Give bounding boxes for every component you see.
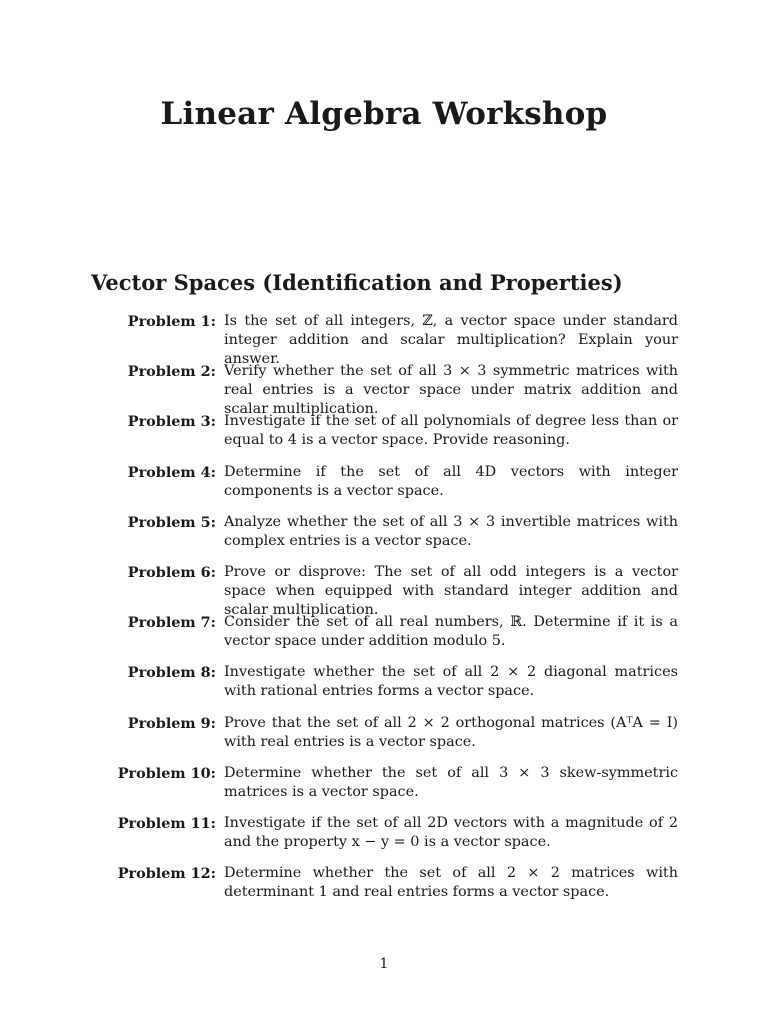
problem-text: Investigate if the set of all polynomials of degree less than or equal to 4 is a vector space. Provide reasoning.	[224, 413, 678, 449]
problem-label: Problem 8:	[127, 664, 216, 682]
problem-label: Problem 6:	[127, 563, 216, 581]
problem-item	[0, 814, 768, 864]
problem-label: Problem 2:	[127, 363, 216, 381]
problem-text: Investigate whether the set of all 2 × 2 diagonal matrices with rational entries forms a vector space.	[224, 664, 678, 700]
problem-item	[0, 362, 768, 418]
problem-text: Analyze whether the set of all 3 × 3 invertible matrices with complex entries is a vector space.	[224, 513, 678, 549]
problem-text: Prove or disprove: The set of all odd integers is a vector space when equipped with standard integer addition and scalar multiplication.	[224, 563, 678, 618]
problem-item	[0, 663, 768, 713]
problem-text: Verify whether the set of all 3 × 3 symmetric matrices with real entries is a vector space under matrix addition and scalar multiplication.	[224, 363, 678, 418]
problem-text: Determine whether the set of all 2 × 2 matrices with determinant 1 and real entries forms a vector space.	[224, 865, 678, 901]
problem-list	[0, 312, 768, 914]
problem-label: Problem 5:	[127, 513, 216, 531]
problem-item	[0, 764, 768, 814]
problem-label: Problem 12:	[117, 865, 216, 883]
problem-text: Is the set of all integers, ℤ, a vector space under standard integer addition and scalar multiplication? Explain your answer.	[224, 313, 678, 367]
problem-text: Determine if the set of all 4D vectors with integer components is a vector space.	[224, 463, 678, 499]
page-number: 1	[379, 956, 389, 972]
problem-item	[0, 864, 768, 914]
problem-text: Determine whether the set of all 3 × 3 skew-symmetric matrices is a vector space.	[224, 764, 678, 800]
problem-item	[0, 613, 768, 663]
problem-item	[0, 513, 768, 563]
problem-text: Prove that the set of all 2 × 2 orthogonal matrices (AᵀA = I) with real entries is a vector space.	[224, 714, 678, 750]
problem-text: Consider the set of all real numbers, ℝ. Determine if it is a vector space under addition modulo 5.	[224, 614, 678, 650]
problem-item	[0, 312, 768, 367]
problem-item	[0, 463, 768, 513]
problem-text: Investigate if the set of all 2D vectors with a magnitude of 2 and the property x − y = 0 is a vector space.	[224, 814, 678, 850]
problem-label: Problem 7:	[127, 614, 216, 632]
problem-label: Problem 10:	[117, 764, 216, 782]
problem-label: Problem 11:	[117, 814, 216, 832]
problem-label: Problem 1:	[127, 313, 216, 330]
section-heading: Vector Spaces (Identification and Properties)	[91, 270, 623, 295]
problem-label: Problem 4:	[127, 463, 216, 481]
page-title: Linear Algebra Workshop	[160, 96, 608, 132]
problem-item	[0, 714, 768, 764]
problem-label: Problem 9:	[127, 714, 216, 732]
problem-label: Problem 3:	[127, 413, 216, 431]
problem-item	[0, 412, 768, 462]
problem-item	[0, 563, 768, 618]
